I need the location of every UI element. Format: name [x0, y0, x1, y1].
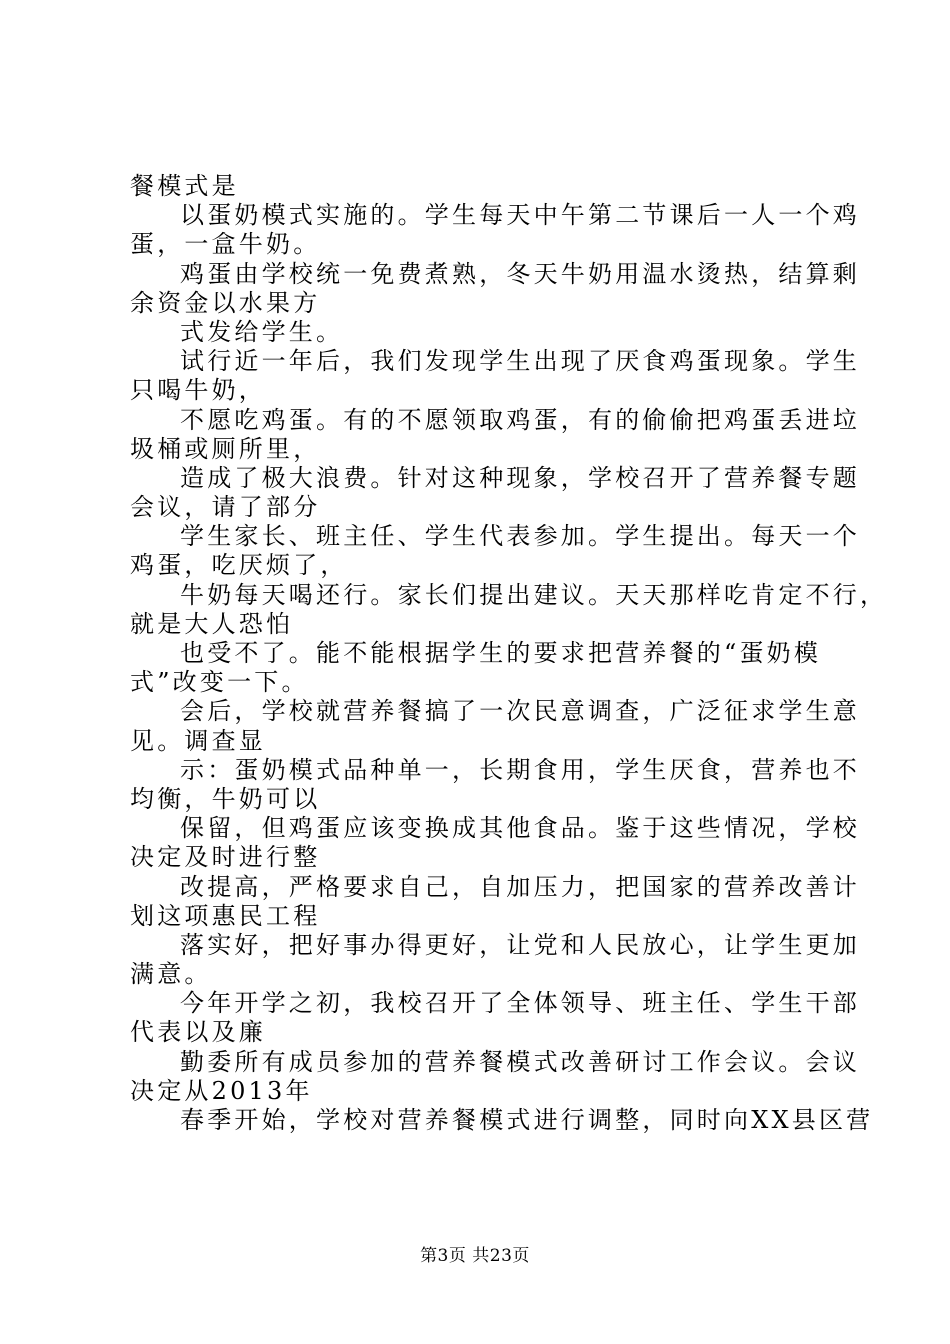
text-line: 圾桶或厕所里，: [130, 434, 321, 463]
text-line: 就是大人恐怕: [130, 609, 294, 638]
text-line: 以蛋奶模式实施的。学生每天中午第二节课后一人一个鸡: [180, 201, 860, 230]
text-line: 牛奶每天喝还行。家长们提出建议。天天那样吃肯定不行，: [180, 580, 888, 609]
text-line: 余资金以水果方: [130, 288, 321, 317]
text-line: 代表以及廉: [130, 1018, 266, 1047]
text-line: 试行近一年后，我们发现学生出现了厌食鸡蛋现象。学生: [180, 347, 860, 376]
text-line: 学生家长、班主任、学生代表参加。学生提出。每天一个: [180, 522, 860, 551]
text-line: 鸡蛋由学校统一免费煮熟，冬天牛奶用温水烫热，结算剩: [180, 259, 860, 288]
text-line: 不愿吃鸡蛋。有的不愿领取鸡蛋，有的偷偷把鸡蛋丢进垃: [180, 405, 860, 434]
text-line: 决定及时进行整: [130, 843, 321, 872]
text-line: 均衡，牛奶可以: [130, 784, 321, 813]
text-line: 餐模式是: [130, 172, 239, 200]
text-line: 蛋，一盒牛奶。: [130, 230, 321, 259]
text-line: 会后，学校就营养餐搞了一次民意调查，广泛征求学生意: [180, 697, 860, 726]
text-line: 鸡蛋，吃厌烦了，: [130, 551, 348, 580]
text-line: 改提高，严格要求自己，自加压力，把国家的营养改善计: [180, 872, 860, 901]
text-line: 今年开学之初，我校召开了全体领导、班主任、学生干部: [180, 989, 860, 1018]
text-line: 满意。: [130, 960, 212, 989]
text-line: 勤委所有成员参加的营养餐模式改善研讨工作会议。会议: [180, 1047, 860, 1076]
text-line: 决定从2013年: [130, 1076, 313, 1105]
text-line: 春季开始，学校对营养餐模式进行调整，同时向XX县区营: [180, 1106, 874, 1134]
text-line: 造成了极大浪费。针对这种现象，学校召开了营养餐专题: [180, 463, 860, 492]
page-footer: 第3页 共23页: [420, 1246, 530, 1266]
document-body: [130, 172, 888, 1135]
text-line: 示：蛋奶模式品种单一，长期食用，学生厌食，营养也不: [180, 755, 860, 784]
text-line: 见。调查显: [130, 726, 266, 755]
text-line: 式发给学生。: [180, 317, 344, 346]
text-line: 会议，请了部分: [130, 493, 321, 522]
text-line: 式”改变一下。: [130, 668, 309, 697]
text-line: 也受不了。能不能根据学生的要求把营养餐的“蛋奶模: [180, 639, 822, 667]
text-line: 保留，但鸡蛋应该变换成其他食品。鉴于这些情况，学校: [180, 814, 860, 843]
text-line: 落实好，把好事办得更好，让党和人民放心，让学生更加: [180, 930, 860, 959]
text-line: 只喝牛奶，: [130, 376, 266, 405]
text-line: 划这项惠民工程: [130, 901, 321, 930]
